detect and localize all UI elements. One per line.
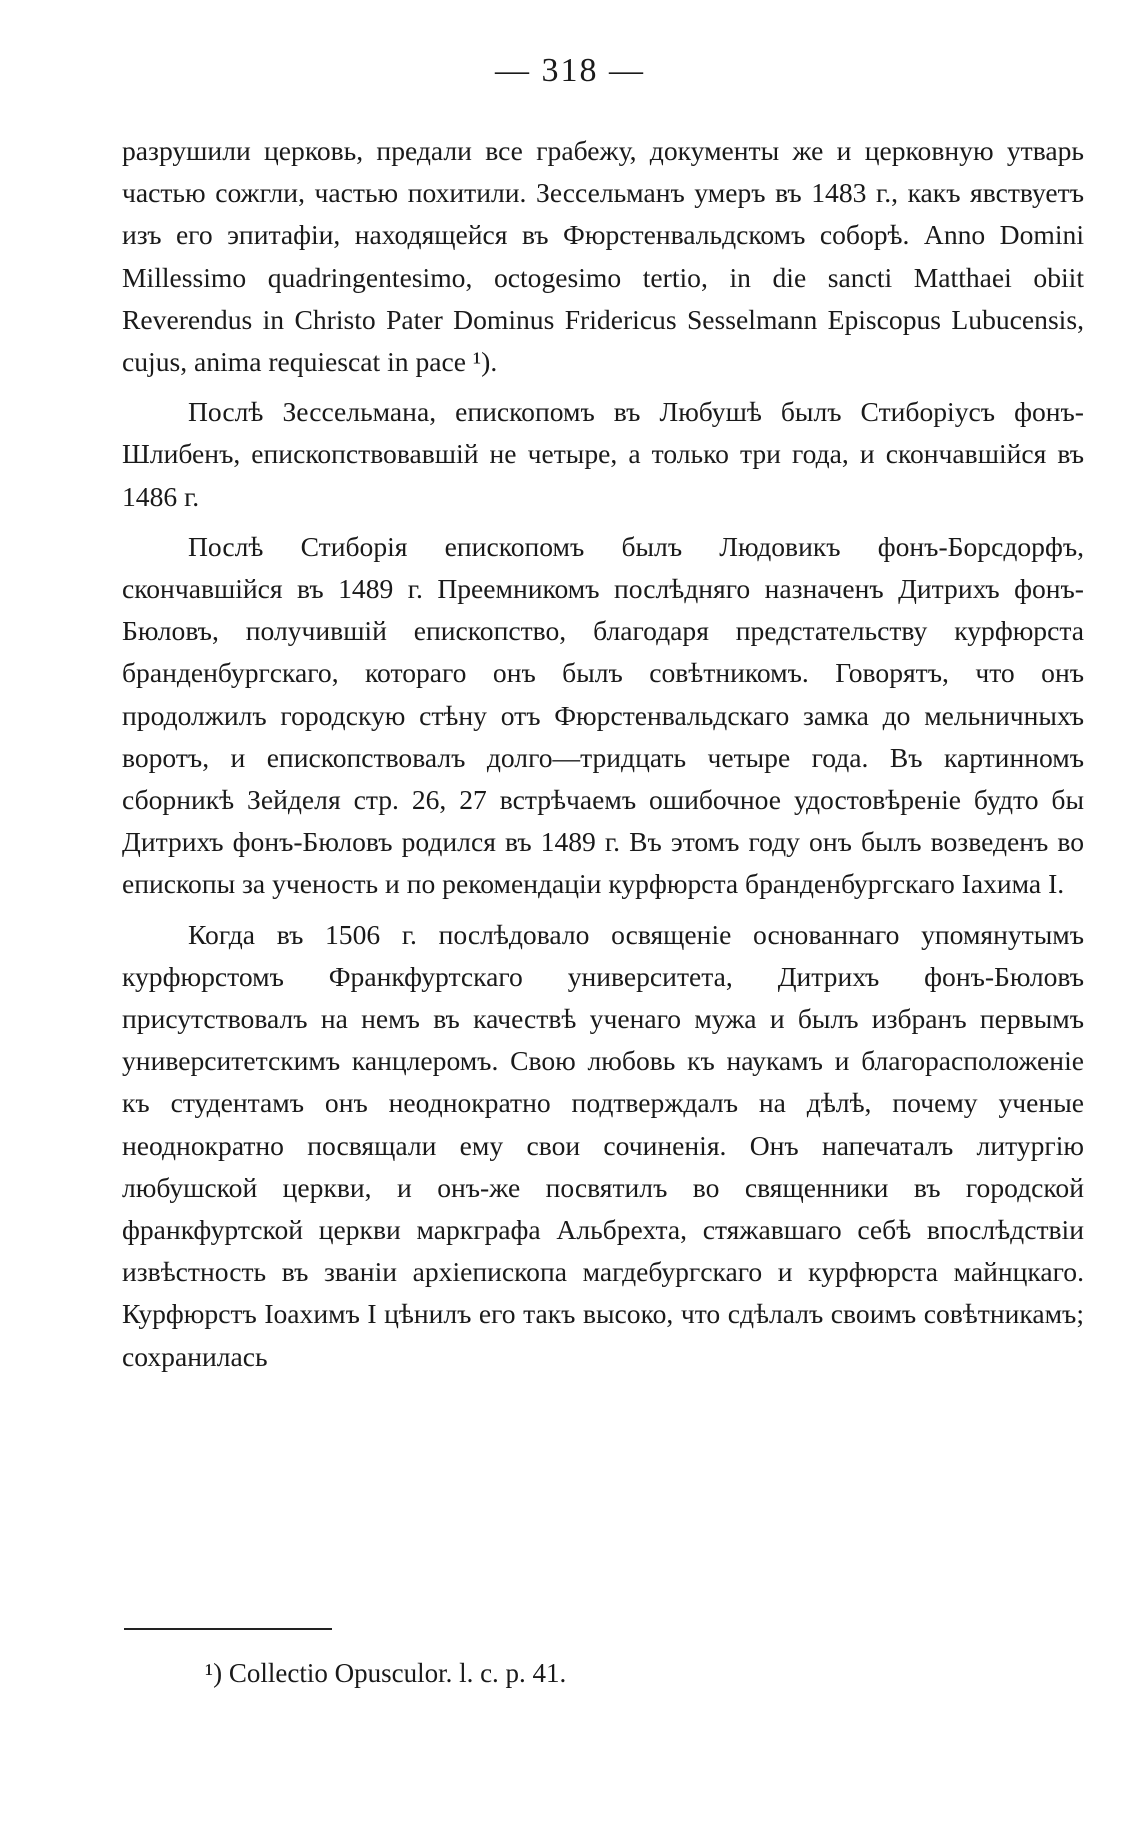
paragraph-3: Послѣ Стиборія епископомъ былъ Людовикъ фонъ-Борсдорфъ, скончавшійся въ 1489 г. Преемникомъ послѣдняго назначенъ Дитрихъ фонъ-Бюловъ, получившій епископство, благодаря предстательству курфюрста бранденбургскаго, котораго онъ былъ совѣтникомъ. Говорятъ, что онъ продолжилъ городскую стѣну отъ Фюрстенвальдскаго замка до мельничныхъ воротъ, и епископствовалъ долго—тридцать четыре года. Въ картинномъ сборникѣ Зейделя стр. 26, 27 встрѣчаемъ ошибочное удостовѣреніе будто бы Дитрихъ фонъ-Бюловъ родился въ 1489 г. Въ этомъ году онъ былъ возведенъ во епископы за ученость и по рекомендаціи курфюрста бранденбургскаго Іахима I. <box>122 530 1084 900</box>
footnote-marker: ¹) <box>205 1658 223 1688</box>
footnote-text: Collectio Opusculor. l. c. p. 41. <box>228 1658 567 1688</box>
footnote-divider <box>124 1628 332 1630</box>
paragraph-4: Когда въ 1506 г. послѣдовало освященіе основаннаго упомянутымъ курфюрстомъ Франкфуртскаго университета, Дитрихъ фонъ-Бюловъ присутствовалъ на немъ въ качествѣ ученаго мужа и былъ избранъ первымъ университетскимъ канцлеромъ. Свою любовь къ наукамъ и благорасположеніе къ студентамъ онъ неоднократно подтверждалъ на дѣлѣ, почему ученые неоднократно посвящали ему свои сочиненія. Онъ напечаталъ литургію любушской церкви, и онъ-же посвятилъ во священники въ городской франкфуртской церкви маркграфа Альбрехта, стяжавшаго себѣ впослѣдствіи извѣстность въ званіи архіепископа магдебургскаго и курфюрста майнцкаго. Курфюрстъ Іоахимъ I цѣнилъ его такъ высоко, что сдѣлалъ своимъ совѣтникамъ; сохранилась <box>122 918 1084 1372</box>
paragraph-2: Послѣ Зессельмана, епископомъ въ Любушѣ былъ Стиборіусъ фонъ-Шлибенъ, епископствовавшій не четыре, а только три года, и скончавшійся въ 1486 г. <box>122 396 1084 512</box>
paragraph-1: разрушили церковь, предали все грабежу, документы же и церковную утварь частью сожгли, частью похитили. Зессельманъ умеръ въ 1483 г., какъ явствуетъ изъ его эпитафіи, находящейся въ Фюрстенвальдскомъ соборѣ. Anno Domini Millessimo quadringentesimo, octogesimo tertio, in die sancti Matthaei obiit Reverendus in Christo Pater Dominus Fridericus Sesselmann Episcopus Lubucensis, cujus, anima requiescat in pace ¹). <box>122 135 1084 378</box>
footnote <box>205 1655 566 1691</box>
page-number: — 318 — <box>495 52 645 89</box>
body-text <box>122 130 1084 1386</box>
